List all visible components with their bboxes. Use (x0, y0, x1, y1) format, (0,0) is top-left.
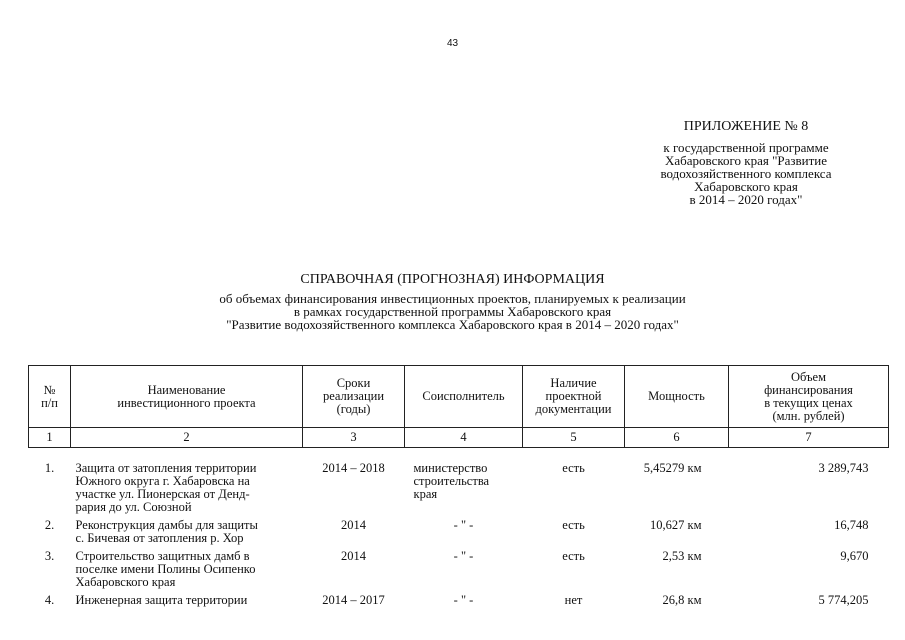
project-docs: нет (564, 593, 583, 607)
project-docs: есть (562, 549, 585, 563)
heading-subtitle-line: в рамках государственной программы Хабаровского края (293, 304, 612, 319)
appendix-line: Хабаровского края "Развитие (664, 153, 828, 168)
table-row (29, 550, 889, 594)
column-number: 6 (625, 428, 729, 448)
project-capacity: 10,627 км (650, 518, 702, 532)
project-name: Строительство защитных дамб в поселке имени Полины Осипенко Хабаровского края (75, 549, 256, 589)
project-executor: - " - (453, 518, 474, 532)
project-capacity: 5,45279 км (643, 461, 702, 475)
column-number: 3 (303, 428, 405, 448)
column-number: 2 (71, 428, 303, 448)
appendix-line: водохозяйственного комплекса (660, 166, 832, 181)
appendix-block (600, 120, 892, 206)
column-number: 4 (405, 428, 523, 448)
appendix-line: Хабаровского края (694, 179, 798, 194)
project-name: Реконструкция дамбы для защиты с. Бичевая от затопления р. Хор (75, 518, 258, 545)
row-number: 3. (44, 549, 55, 563)
project-capacity: 2,53 км (662, 549, 702, 563)
row-number: 4. (44, 593, 55, 607)
project-period: 2014 – 2018 (322, 461, 385, 475)
heading-subtitle-line: "Развитие водохозяйственного комплекса Хабаровского края в 2014 – 2020 годах" (226, 317, 679, 332)
project-name: Защита от затопления территории Южного округа г. Хабаровска на участке ул. Пионерская от Денд- рария до ул. Союзной (75, 461, 257, 514)
project-period: 2014 (341, 549, 366, 563)
column-number: 7 (729, 428, 889, 448)
header-executor: Соисполнитель (405, 366, 523, 428)
project-volume: 9,670 (840, 549, 869, 563)
table-row (29, 462, 889, 519)
table-header-row (29, 366, 889, 428)
document-heading (0, 273, 905, 331)
project-executor: министерство строительства края (413, 461, 490, 501)
project-executor: - " - (453, 549, 474, 563)
column-number-row (29, 428, 889, 448)
project-name: Инженерная защита территории (75, 593, 248, 607)
header-period: Сроки реализации (годы) (303, 366, 405, 428)
column-number: 1 (29, 428, 71, 448)
header-capacity: Мощность (625, 366, 729, 428)
row-number: 1. (44, 461, 55, 475)
appendix-line: в 2014 – 2020 годах" (689, 192, 803, 207)
column-number: 5 (523, 428, 625, 448)
page-number: 43 (446, 38, 459, 49)
project-capacity: 26,8 км (662, 593, 702, 607)
header-volume: Объем финансирования в текущих ценах (млн. рублей) (729, 366, 889, 428)
appendix-line: к государственной программе (663, 140, 829, 155)
header-docs: Наличие проектной документации (523, 366, 625, 428)
project-docs: есть (562, 461, 585, 475)
heading-title: СПРАВОЧНАЯ (ПРОГНОЗНАЯ) ИНФОРМАЦИЯ (300, 272, 605, 287)
project-period: 2014 – 2017 (322, 593, 385, 607)
table-row (29, 594, 889, 612)
project-volume: 5 774,205 (818, 593, 869, 607)
heading-subtitle-line: об объемах финансирования инвестиционных проектов, планируемых к реализации (219, 291, 686, 306)
project-volume: 16,748 (834, 518, 869, 532)
row-number: 2. (44, 518, 55, 532)
projects-table (28, 365, 889, 612)
table-row (29, 519, 889, 550)
project-docs: есть (562, 518, 585, 532)
project-executor: - " - (453, 593, 474, 607)
project-period: 2014 (341, 518, 366, 532)
header-name: Наименование инвестиционного проекта (71, 366, 303, 428)
header-num: № п/п (29, 366, 71, 428)
project-volume: 3 289,743 (818, 461, 869, 475)
appendix-title: ПРИЛОЖЕНИЕ № 8 (683, 119, 809, 134)
